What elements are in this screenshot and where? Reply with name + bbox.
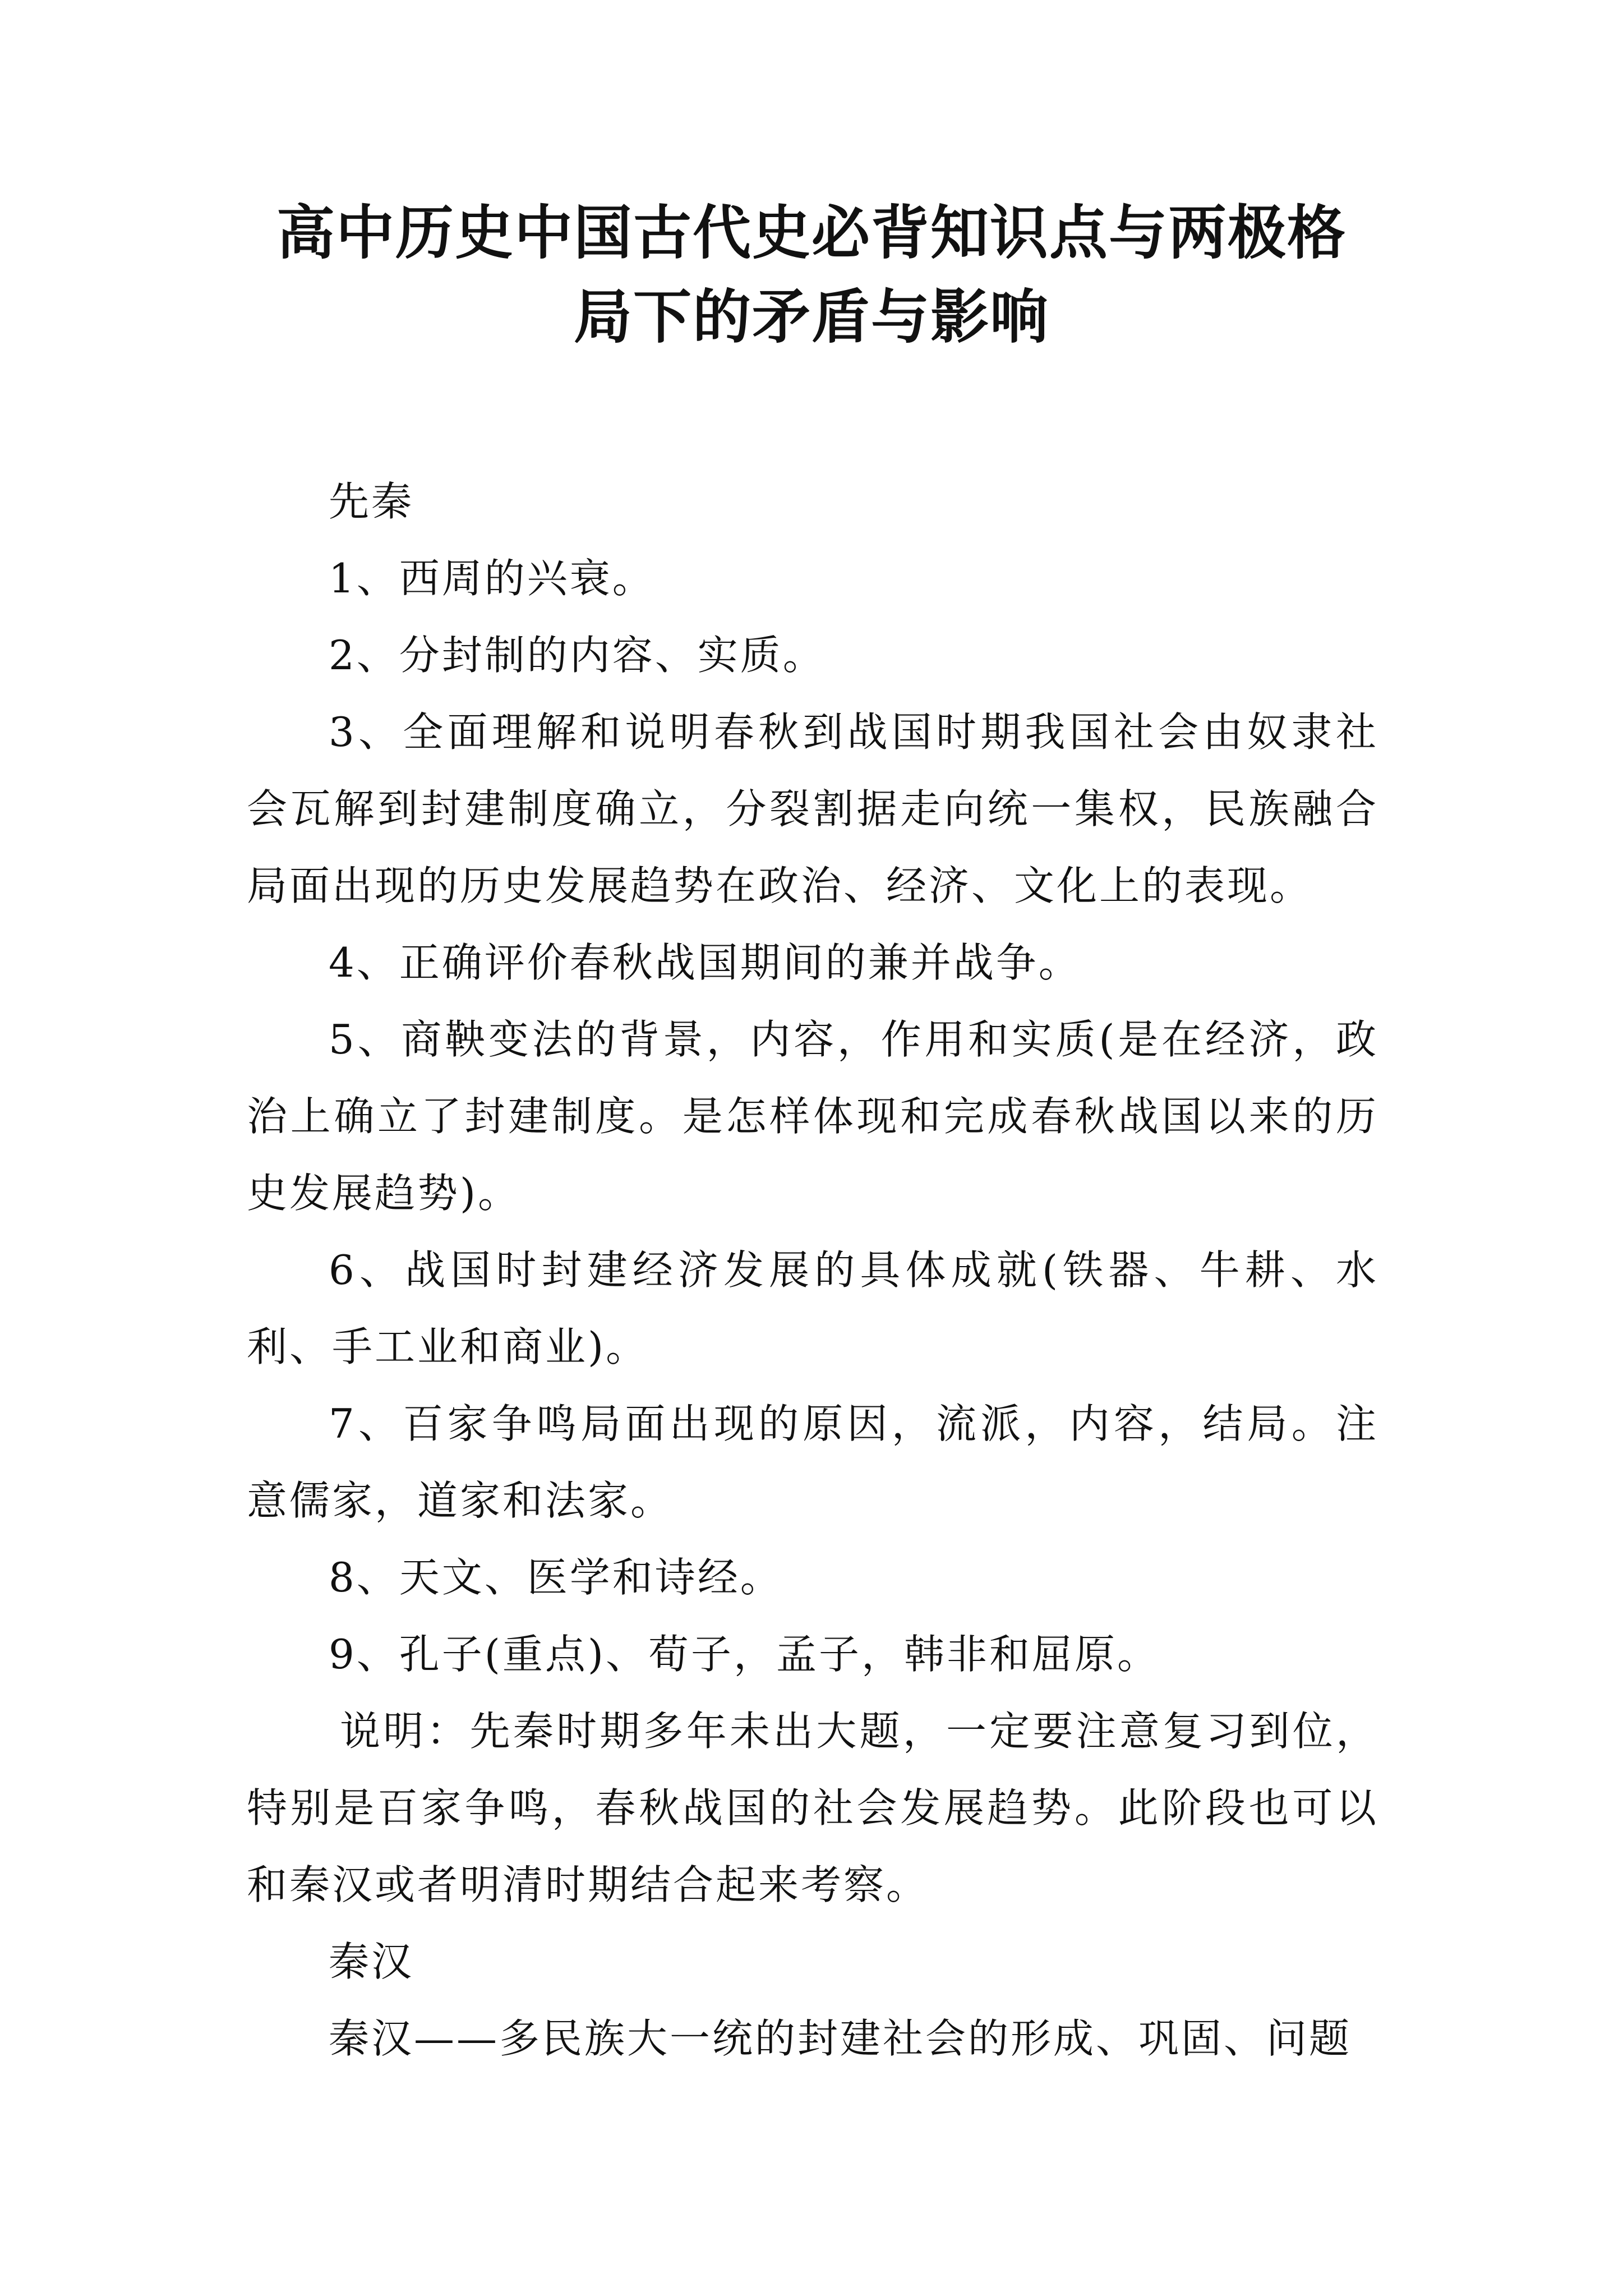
list-item-6: 6、战国时封建经济发展的具体成就(铁器、牛耕、水利、手工业和商业)。 [247,1246,1378,1370]
title-line-2: 局下的矛盾与影响 [573,282,1049,351]
list-item-5: 5、商鞅变法的背景，内容，作用和实质(是在经济，政治上确立了封建制度。是怎样体现和完成春秋战国以来的历史发展趋势)。 [247,1016,1378,1217]
list-item-9: 9、孔子(重点)、荀子，孟子，韩非和屈原。 [329,1631,1160,1678]
list-item-3: 3、全面理解和说明春秋到战国时期我国社会由奴隶社会瓦解到封建制度确立，分裂割据走向统一集权，民族融合局面出现的历史发展趋势在政治、经济、文化上的表现。 [247,708,1378,909]
document-title [224,191,1399,359]
document-body [247,463,1378,2077]
section-heading-xianqin: 先秦 [329,478,414,525]
list-item-1: 1、西周的兴衰。 [329,555,655,602]
title-line-1: 高中历史中国古代史必背知识点与两极格 [276,198,1347,267]
list-item-7: 7、百家争鸣局面出现的原因，流派，内容，结局。注意儒家，道家和法家。 [247,1400,1378,1524]
list-item-8: 8、天文、医学和诗经。 [329,1554,783,1601]
list-item-2: 2、分封制的内容、实质。 [329,632,826,679]
explanation-paragraph: 说明：先秦时期多年未出大题，一定要注意复习到位，特别是百家争鸣，春秋战国的社会发展趋势。此阶段也可以和秦汉或者明清时期结合起来考察。 [247,1708,1378,1908]
qinhan-intro-line: 秦汉——多民族大一统的封建社会的形成、巩固、问题 [329,2015,1352,2062]
list-item-4: 4、正确评价春秋战国期间的兼并战争。 [329,939,1081,986]
section-heading-qinhan: 秦汉 [329,1938,414,1985]
